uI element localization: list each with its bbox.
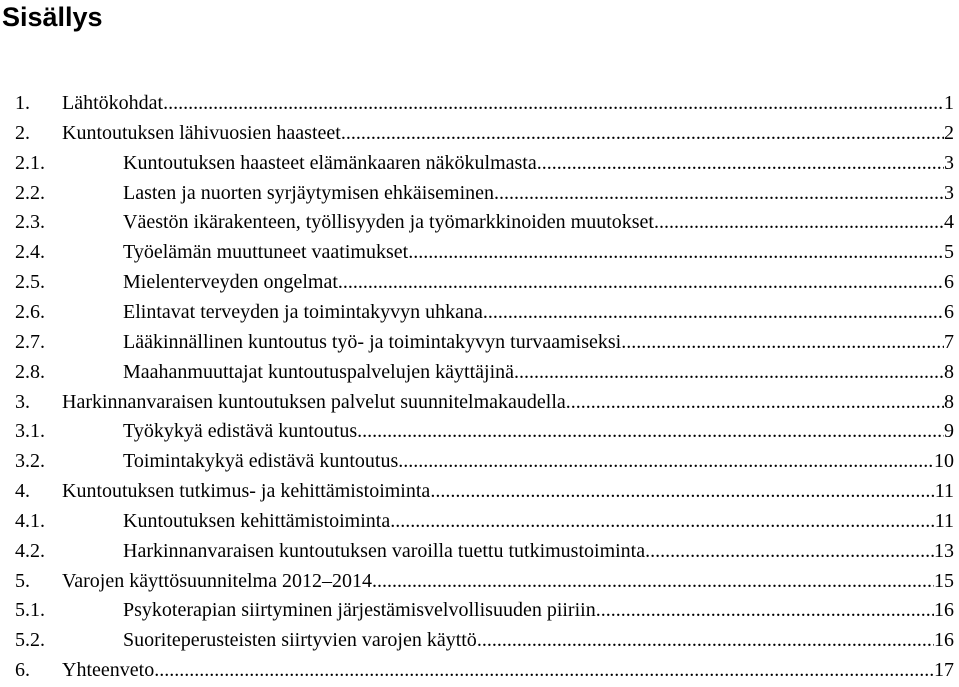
toc-entry-title: Maahanmuuttajat kuntoutuspalvelujen käyttäjinä: [123, 360, 515, 383]
dot-leader: [390, 506, 935, 536]
toc-entry[interactable]: [15, 148, 954, 178]
dot-leader: [341, 118, 944, 148]
toc-entry-page-number: 15: [934, 569, 954, 592]
toc-entry-title: Elintavat terveyden ja toimintakyvyn uhkana: [123, 300, 483, 323]
toc-entry-title: Varojen käyttösuunnitelma 2012–2014: [62, 569, 372, 592]
toc-entry-title: Suoriteperusteisten siirtyvien varojen käyttö: [123, 629, 477, 652]
toc-entry-title: Lääkinnällinen kuntoutus työ- ja toimintakyvyn turvaamiseksi: [123, 330, 622, 353]
toc-entry[interactable]: [15, 655, 954, 685]
toc-entry-page-number: 2: [944, 121, 954, 144]
dot-leader: [494, 178, 944, 208]
dot-leader: [483, 297, 944, 327]
toc-entry-number: 4.: [15, 480, 30, 503]
toc-entry-title: Toimintakykyä edistävä kuntoutus: [123, 450, 399, 473]
toc-entry-title: Kuntoutuksen lähivuosien haasteet: [62, 121, 341, 144]
toc-entry-page-number: 7: [944, 330, 954, 353]
toc-entry-title: Kuntoutuksen haasteet elämänkaaren näkökulmasta: [123, 151, 537, 174]
toc-entry-title: Yhteenveto: [62, 659, 155, 682]
toc-entry[interactable]: [15, 327, 954, 357]
toc-entry-page-number: 16: [934, 629, 954, 652]
toc-entry-number: 4.2.: [15, 539, 45, 562]
toc-entry-title: Harkinnanvaraisen kuntoutuksen varoilla tuettu tutkimustoiminta: [123, 539, 646, 562]
toc-entry-page-number: 3: [944, 181, 954, 204]
toc-entry-number: 2.4.: [15, 241, 45, 264]
toc-entry[interactable]: [15, 88, 954, 118]
dot-leader: [654, 207, 944, 237]
dot-leader: [398, 446, 934, 476]
toc-entry-page-number: 9: [944, 420, 954, 443]
dot-leader: [408, 237, 944, 267]
dot-leader: [357, 416, 944, 446]
toc-entry-number: 2.3.: [15, 211, 45, 234]
toc-entry-number: 2.6.: [15, 300, 45, 323]
toc-entry[interactable]: [15, 178, 954, 208]
toc-entry-title: Työelämän muuttuneet vaatimukset: [123, 241, 409, 264]
toc-entry[interactable]: [15, 446, 954, 476]
toc-entry[interactable]: [15, 595, 954, 625]
dot-leader: [430, 476, 934, 506]
toc-entry-page-number: 10: [934, 450, 954, 473]
toc-entry-page-number: 5: [944, 241, 954, 264]
toc-entry-page-number: 6: [944, 300, 954, 323]
toc-entry-title: Mielenterveyden ongelmat: [123, 271, 338, 294]
toc-entry-page-number: 4: [944, 211, 954, 234]
toc-entry-title: Psykoterapian siirtyminen järjestämisvelvollisuuden piiriin: [123, 599, 596, 622]
toc-entry-page-number: 13: [934, 539, 954, 562]
toc-entry[interactable]: [15, 387, 954, 417]
toc-entry[interactable]: [15, 237, 954, 267]
toc-entry-number: 1.: [15, 92, 30, 114]
toc-entry[interactable]: [15, 476, 954, 506]
toc-entry-number: 2.2.: [15, 181, 45, 204]
dot-leader: [163, 88, 944, 118]
toc-entry-page-number: 1: [944, 92, 954, 114]
toc-entry-page-number: 16: [934, 599, 954, 622]
toc-entry-number: 2.: [15, 121, 30, 144]
toc-entry[interactable]: [15, 506, 954, 536]
toc-entry-page-number: 3: [944, 151, 954, 174]
toc-entry-number: 5.1.: [15, 599, 45, 622]
toc-entry-number: 6.: [15, 659, 30, 682]
toc-heading: Sisällys: [2, 2, 103, 32]
dot-leader: [596, 595, 934, 625]
toc-entry-page-number: 8: [944, 390, 954, 413]
toc-entry[interactable]: [15, 566, 954, 596]
toc-entry[interactable]: [15, 207, 954, 237]
toc-entry-title: Lasten ja nuorten syrjäytymisen ehkäiseminen: [123, 181, 495, 204]
toc-entry-page-number: 6: [944, 271, 954, 294]
toc-entry-number: 5.2.: [15, 629, 45, 652]
dot-leader: [621, 327, 944, 357]
toc-entry[interactable]: [15, 297, 954, 327]
dot-leader: [537, 148, 944, 178]
toc-entry-number: 2.8.: [15, 360, 45, 383]
toc-entry-page-number: 17: [934, 659, 954, 682]
toc-entry[interactable]: [15, 625, 954, 655]
toc-entry-page-number: 8: [944, 360, 954, 383]
toc-entry-title: Lähtökohdat: [62, 92, 164, 114]
dot-leader: [372, 566, 934, 596]
toc-entry-title: Kuntoutuksen kehittämistoiminta: [123, 509, 391, 532]
toc-entry-page-number: 11: [934, 509, 954, 532]
toc-entry-page-number: 11: [934, 480, 954, 503]
dot-leader: [514, 357, 944, 387]
toc-entry-number: 3.: [15, 390, 30, 413]
toc-entry[interactable]: [15, 536, 954, 566]
toc-entry-title: Harkinnanvaraisen kuntoutuksen palvelut suunnitelmakaudella: [62, 390, 566, 413]
toc-entry-title: Kuntoutuksen tutkimus- ja kehittämistoiminta: [62, 480, 431, 503]
toc-entry-title: Väestön ikärakenteen, työllisyyden ja työmarkkinoiden muutokset: [123, 211, 654, 234]
toc-entry[interactable]: [15, 416, 954, 446]
dot-leader: [645, 536, 934, 566]
toc-entry-number: 2.7.: [15, 330, 45, 353]
toc-entry-title: Työkykyä edistävä kuntoutus: [123, 420, 358, 443]
toc-entry[interactable]: [15, 267, 954, 297]
toc-entry-number: 5.: [15, 569, 30, 592]
dot-leader: [566, 387, 944, 417]
toc-entry-number: 2.1.: [15, 151, 45, 174]
dot-leader: [154, 655, 934, 685]
toc-entry[interactable]: [15, 118, 954, 148]
toc-entry[interactable]: [15, 357, 954, 387]
toc-entry-number: 3.2.: [15, 450, 45, 473]
toc-entry-number: 4.1.: [15, 509, 45, 532]
dot-leader: [477, 625, 934, 655]
toc-entry-number: 2.5.: [15, 271, 45, 294]
toc-entry-number: 3.1.: [15, 420, 45, 443]
dot-leader: [338, 267, 944, 297]
